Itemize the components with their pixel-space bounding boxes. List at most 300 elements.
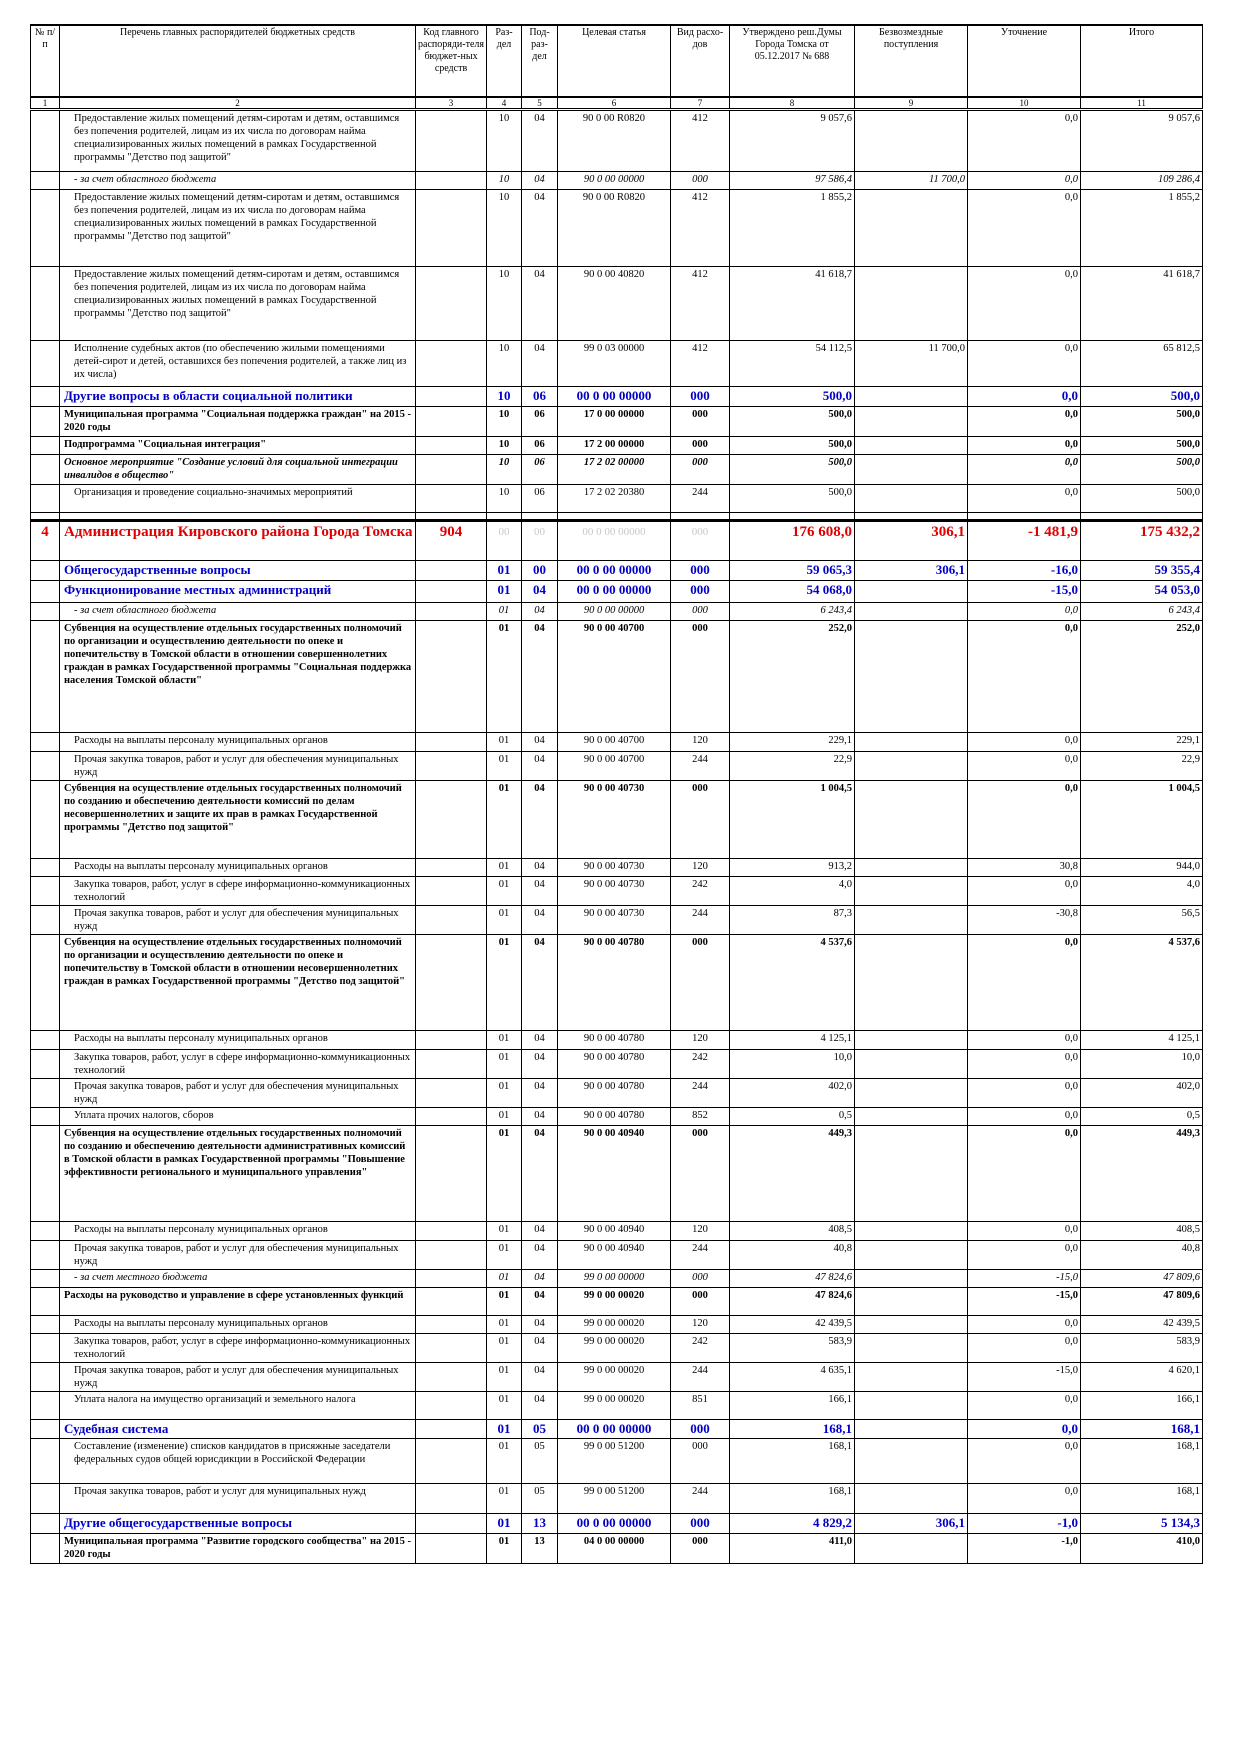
- row-subsection: 04: [522, 1222, 558, 1241]
- row-expense-type: 120: [671, 1222, 730, 1241]
- row-expense-type: 000: [671, 455, 730, 485]
- row-number: [31, 1439, 60, 1484]
- row-free-receipts: 306,1: [855, 1514, 968, 1534]
- row-free-receipts: 306,1: [855, 521, 968, 561]
- row-subsection: 00: [522, 561, 558, 581]
- row-manager-code: [416, 1484, 487, 1514]
- row-approved-amount: 166,1: [730, 1392, 855, 1420]
- row-number: [31, 1126, 60, 1222]
- row-total: 4 537,6: [1081, 935, 1203, 1031]
- row-expense-type: 000: [671, 781, 730, 859]
- row-section: 01: [487, 752, 522, 781]
- row-target-item: 90 0 00 40700: [558, 621, 671, 733]
- row-manager-code: [416, 561, 487, 581]
- row-clarification: 0,0: [968, 190, 1081, 267]
- row-subsection: 04: [522, 935, 558, 1031]
- row-subsection: 05: [522, 1484, 558, 1514]
- row-expense-type: 000: [671, 621, 730, 733]
- row-total: 229,1: [1081, 733, 1203, 752]
- row-approved-amount: 0,5: [730, 1108, 855, 1126]
- header-expense-type: Вид расхо-дов: [671, 25, 730, 97]
- row-name: Прочая закупка товаров, работ и услуг для обеспечения муниципальных нужд: [60, 906, 416, 935]
- row-subsection: 04: [522, 752, 558, 781]
- row-manager-code: [416, 485, 487, 513]
- table-row: [31, 877, 1203, 906]
- row-manager-code: [416, 267, 487, 341]
- row-target-item: 99 0 00 00020: [558, 1316, 671, 1334]
- row-number: [31, 935, 60, 1031]
- row-number: [31, 859, 60, 877]
- row-manager-code: [416, 455, 487, 485]
- row-name: Муниципальная программа "Развитие городского сообщества" на 2015 - 2020 годы: [60, 1534, 416, 1564]
- row-number: [31, 733, 60, 752]
- row-number: [31, 1316, 60, 1334]
- row-approved-amount: 1 855,2: [730, 190, 855, 267]
- row-free-receipts: [855, 1108, 968, 1126]
- row-free-receipts: [855, 1439, 968, 1484]
- row-target-item: 90 0 00 40780: [558, 1108, 671, 1126]
- row-clarification: 0,0: [968, 752, 1081, 781]
- row-total: 5 134,3: [1081, 1514, 1203, 1534]
- row-manager-code: [416, 190, 487, 267]
- row-free-receipts: [855, 1270, 968, 1288]
- section-spacer: [31, 513, 1203, 521]
- row-manager-code: [416, 781, 487, 859]
- column-number: 2: [60, 97, 416, 110]
- row-name: Исполнение судебных актов (по обеспечению жилыми помещениями детей-сирот и детей, оставшихся без попечения родителей, а также лиц из их числа): [60, 341, 416, 387]
- row-expense-type: 000: [671, 1534, 730, 1564]
- row-section: 01: [487, 1392, 522, 1420]
- row-target-item: 90 0 00 00000: [558, 603, 671, 621]
- header-number: № п/п: [31, 25, 60, 97]
- row-approved-amount: 10,0: [730, 1050, 855, 1079]
- table-row: [31, 752, 1203, 781]
- row-approved-amount: 42 439,5: [730, 1316, 855, 1334]
- row-number: [31, 1392, 60, 1420]
- row-number: [31, 621, 60, 733]
- row-target-item: 99 0 03 00000: [558, 341, 671, 387]
- row-target-item: 90 0 00 40940: [558, 1222, 671, 1241]
- spacer-cell: [671, 513, 730, 521]
- row-free-receipts: [855, 1392, 968, 1420]
- row-expense-type: 244: [671, 752, 730, 781]
- row-free-receipts: [855, 935, 968, 1031]
- row-manager-code: [416, 1126, 487, 1222]
- row-expense-type: 000: [671, 603, 730, 621]
- row-section: 01: [487, 561, 522, 581]
- row-section: 01: [487, 1288, 522, 1316]
- row-subsection: 04: [522, 1126, 558, 1222]
- row-name: Прочая закупка товаров, работ и услуг для обеспечения муниципальных нужд: [60, 752, 416, 781]
- table-row: [31, 1241, 1203, 1270]
- row-number: [31, 455, 60, 485]
- row-target-item: 17 0 00 00000: [558, 407, 671, 437]
- row-target-item: 90 0 00 40780: [558, 1079, 671, 1108]
- row-target-item: 00 0 00 00000: [558, 387, 671, 407]
- row-clarification: 0,0: [968, 172, 1081, 190]
- row-expense-type: 000: [671, 1126, 730, 1222]
- row-expense-type: 000: [671, 521, 730, 561]
- row-free-receipts: [855, 1484, 968, 1514]
- row-total: 10,0: [1081, 1050, 1203, 1079]
- row-clarification: 0,0: [968, 1222, 1081, 1241]
- column-number: 11: [1081, 97, 1203, 110]
- row-subsection: 04: [522, 859, 558, 877]
- row-manager-code: [416, 1363, 487, 1392]
- row-name: Другие общегосударственные вопросы: [60, 1514, 416, 1534]
- row-target-item: 90 0 00 40700: [558, 733, 671, 752]
- row-approved-amount: 402,0: [730, 1079, 855, 1108]
- row-total: 175 432,2: [1081, 521, 1203, 561]
- row-manager-code: [416, 1031, 487, 1050]
- row-free-receipts: [855, 603, 968, 621]
- row-target-item: 90 0 00 40940: [558, 1126, 671, 1222]
- row-subsection: 04: [522, 733, 558, 752]
- row-target-item: 90 0 00 40730: [558, 781, 671, 859]
- row-section: 10: [487, 455, 522, 485]
- row-name: Муниципальная программа "Социальная поддержка граждан" на 2015 - 2020 годы: [60, 407, 416, 437]
- budget-table: [30, 24, 1203, 1564]
- row-subsection: 04: [522, 1316, 558, 1334]
- row-name: Предоставление жилых помещений детям-сиротам и детям, оставшимся без попечения родителей, лицам из их числа по договорам найма специализированных жилых помещений в рамках Государственной программы "Детство под защитой": [60, 267, 416, 341]
- row-free-receipts: [855, 733, 968, 752]
- row-free-receipts: [855, 387, 968, 407]
- row-approved-amount: 1 004,5: [730, 781, 855, 859]
- table-row: [31, 859, 1203, 877]
- row-section: 01: [487, 781, 522, 859]
- row-manager-code: [416, 906, 487, 935]
- row-target-item: 90 0 00 40730: [558, 877, 671, 906]
- row-name: Функционирование местных администраций: [60, 581, 416, 603]
- row-free-receipts: 11 700,0: [855, 172, 968, 190]
- row-approved-amount: 500,0: [730, 455, 855, 485]
- row-expense-type: 000: [671, 561, 730, 581]
- table-row: [31, 267, 1203, 341]
- row-clarification: 0,0: [968, 1126, 1081, 1222]
- row-section: 01: [487, 1270, 522, 1288]
- row-approved-amount: 176 608,0: [730, 521, 855, 561]
- row-manager-code: [416, 1392, 487, 1420]
- column-number: 10: [968, 97, 1081, 110]
- row-subsection: 04: [522, 341, 558, 387]
- row-subsection: 04: [522, 581, 558, 603]
- row-approved-amount: 449,3: [730, 1126, 855, 1222]
- row-total: 56,5: [1081, 906, 1203, 935]
- row-approved-amount: 500,0: [730, 407, 855, 437]
- row-expense-type: 000: [671, 1288, 730, 1316]
- row-target-item: 90 0 00 40940: [558, 1241, 671, 1270]
- row-name: Закупка товаров, работ, услуг в сфере информационно-коммуникационных технологий: [60, 1334, 416, 1363]
- row-total: 408,5: [1081, 1222, 1203, 1241]
- row-clarification: 0,0: [968, 341, 1081, 387]
- row-target-item: 99 0 00 00020: [558, 1363, 671, 1392]
- row-clarification: 0,0: [968, 1079, 1081, 1108]
- row-expense-type: 120: [671, 1316, 730, 1334]
- row-subsection: 04: [522, 1079, 558, 1108]
- row-target-item: 90 0 00 40780: [558, 1050, 671, 1079]
- row-section: 10: [487, 407, 522, 437]
- budget-table-sheet: [30, 24, 1202, 1564]
- row-name: Прочая закупка товаров, работ и услуг для обеспечения муниципальных нужд: [60, 1241, 416, 1270]
- row-clarification: 0,0: [968, 1439, 1081, 1484]
- row-section: 10: [487, 387, 522, 407]
- row-clarification: 0,0: [968, 387, 1081, 407]
- row-manager-code: [416, 1270, 487, 1288]
- row-subsection: 04: [522, 110, 558, 172]
- row-target-item: 90 0 00 40730: [558, 859, 671, 877]
- row-clarification: 0,0: [968, 1392, 1081, 1420]
- row-free-receipts: [855, 1363, 968, 1392]
- row-expense-type: 000: [671, 1514, 730, 1534]
- row-name: Субвенция на осуществление отдельных государственных полномочий по созданию и обеспечению деятельности административных комиссий в Томской области в рамках Государственной программы "Повышение эффективности регионального и муниципального управления": [60, 1126, 416, 1222]
- header-subsection: Под-раз-дел: [522, 25, 558, 97]
- row-total: 410,0: [1081, 1534, 1203, 1564]
- row-section: 10: [487, 110, 522, 172]
- row-clarification: 30,8: [968, 859, 1081, 877]
- row-section: 01: [487, 1108, 522, 1126]
- row-number: [31, 172, 60, 190]
- row-approved-amount: 229,1: [730, 733, 855, 752]
- row-expense-type: 412: [671, 190, 730, 267]
- row-name: Расходы на выплаты персоналу муниципальных органов: [60, 859, 416, 877]
- table-row: [31, 190, 1203, 267]
- row-name: Предоставление жилых помещений детям-сиротам и детям, оставшимся без попечения родителей, лицам из их числа по договорам найма специализированных жилых помещений в рамках Государственной программы "Детство под защитой": [60, 190, 416, 267]
- spacer-cell: [31, 513, 60, 521]
- row-target-item: 90 0 00 40780: [558, 935, 671, 1031]
- row-subsection: 13: [522, 1514, 558, 1534]
- row-free-receipts: [855, 1126, 968, 1222]
- row-subsection: 06: [522, 437, 558, 455]
- row-free-receipts: 11 700,0: [855, 341, 968, 387]
- row-approved-amount: 4 829,2: [730, 1514, 855, 1534]
- row-expense-type: 851: [671, 1392, 730, 1420]
- row-subsection: 04: [522, 1288, 558, 1316]
- row-manager-code: [416, 1222, 487, 1241]
- row-clarification: 0,0: [968, 1316, 1081, 1334]
- row-approved-amount: 54 112,5: [730, 341, 855, 387]
- row-free-receipts: [855, 1334, 968, 1363]
- row-total: 0,5: [1081, 1108, 1203, 1126]
- row-total: 449,3: [1081, 1126, 1203, 1222]
- column-number: 1: [31, 97, 60, 110]
- row-section: 01: [487, 1514, 522, 1534]
- row-subsection: 05: [522, 1420, 558, 1439]
- row-approved-amount: 913,2: [730, 859, 855, 877]
- row-free-receipts: [855, 877, 968, 906]
- row-number: [31, 906, 60, 935]
- row-total: 583,9: [1081, 1334, 1203, 1363]
- table-row: [31, 387, 1203, 407]
- row-clarification: 0,0: [968, 110, 1081, 172]
- row-number: [31, 1079, 60, 1108]
- row-approved-amount: 583,9: [730, 1334, 855, 1363]
- row-name: Расходы на выплаты персоналу муниципальных органов: [60, 1031, 416, 1050]
- row-expense-type: 000: [671, 935, 730, 1031]
- row-target-item: 00 0 00 00000: [558, 561, 671, 581]
- row-manager-code: 904: [416, 521, 487, 561]
- row-clarification: 0,0: [968, 1050, 1081, 1079]
- table-row: [31, 1079, 1203, 1108]
- row-subsection: 04: [522, 1363, 558, 1392]
- row-approved-amount: 168,1: [730, 1420, 855, 1439]
- row-target-item: 90 0 00 00000: [558, 172, 671, 190]
- row-manager-code: [416, 877, 487, 906]
- row-name: Прочая закупка товаров, работ и услуг для обеспечения муниципальных нужд: [60, 1363, 416, 1392]
- row-expense-type: 412: [671, 341, 730, 387]
- row-clarification: -30,8: [968, 906, 1081, 935]
- row-manager-code: [416, 935, 487, 1031]
- row-manager-code: [416, 1334, 487, 1363]
- row-section: 01: [487, 1484, 522, 1514]
- row-clarification: -15,0: [968, 581, 1081, 603]
- row-name: Другие вопросы в области социальной политики: [60, 387, 416, 407]
- row-section: 10: [487, 437, 522, 455]
- row-expense-type: 244: [671, 485, 730, 513]
- row-expense-type: 120: [671, 733, 730, 752]
- row-clarification: -15,0: [968, 1363, 1081, 1392]
- row-approved-amount: 41 618,7: [730, 267, 855, 341]
- row-manager-code: [416, 1316, 487, 1334]
- row-section: 10: [487, 172, 522, 190]
- row-target-item: 90 0 00 40700: [558, 752, 671, 781]
- row-manager-code: [416, 581, 487, 603]
- row-name: Общегосударственные вопросы: [60, 561, 416, 581]
- row-target-item: 90 0 00 R0820: [558, 190, 671, 267]
- row-total: 42 439,5: [1081, 1316, 1203, 1334]
- table-row: [31, 1050, 1203, 1079]
- row-section: 01: [487, 859, 522, 877]
- row-expense-type: 412: [671, 267, 730, 341]
- row-free-receipts: [855, 581, 968, 603]
- row-name: Уплата прочих налогов, сборов: [60, 1108, 416, 1126]
- table-row: [31, 521, 1203, 561]
- row-clarification: 0,0: [968, 1334, 1081, 1363]
- table-row: [31, 1031, 1203, 1050]
- spacer-cell: [855, 513, 968, 521]
- row-approved-amount: 4 537,6: [730, 935, 855, 1031]
- row-clarification: -15,0: [968, 1288, 1081, 1316]
- row-number: [31, 877, 60, 906]
- row-manager-code: [416, 1514, 487, 1534]
- row-approved-amount: 411,0: [730, 1534, 855, 1564]
- row-section: 01: [487, 935, 522, 1031]
- row-subsection: 13: [522, 1534, 558, 1564]
- table-row: [31, 1316, 1203, 1334]
- table-row: [31, 781, 1203, 859]
- row-section: 01: [487, 1222, 522, 1241]
- row-approved-amount: 6 243,4: [730, 603, 855, 621]
- row-manager-code: [416, 1420, 487, 1439]
- row-total: 6 243,4: [1081, 603, 1203, 621]
- row-approved-amount: 500,0: [730, 387, 855, 407]
- row-total: 109 286,4: [1081, 172, 1203, 190]
- table-row: [31, 581, 1203, 603]
- row-expense-type: 242: [671, 1050, 730, 1079]
- row-clarification: -1,0: [968, 1514, 1081, 1534]
- row-number: [31, 781, 60, 859]
- row-target-item: 90 0 00 40820: [558, 267, 671, 341]
- row-expense-type: 242: [671, 1334, 730, 1363]
- row-clarification: 0,0: [968, 935, 1081, 1031]
- row-number: 4: [31, 521, 60, 561]
- row-free-receipts: [855, 1031, 968, 1050]
- row-section: 01: [487, 733, 522, 752]
- table-row: [31, 1126, 1203, 1222]
- row-number: [31, 485, 60, 513]
- row-approved-amount: 168,1: [730, 1439, 855, 1484]
- row-name: Уплата налога на имущество организаций и земельного налога: [60, 1392, 416, 1420]
- row-target-item: 99 0 00 00000: [558, 1270, 671, 1288]
- row-section: 10: [487, 190, 522, 267]
- row-expense-type: 000: [671, 387, 730, 407]
- row-clarification: -1 481,9: [968, 521, 1081, 561]
- row-total: 4 125,1: [1081, 1031, 1203, 1050]
- row-subsection: 04: [522, 267, 558, 341]
- row-total: 40,8: [1081, 1241, 1203, 1270]
- row-number: [31, 387, 60, 407]
- row-clarification: 0,0: [968, 1241, 1081, 1270]
- row-manager-code: [416, 1079, 487, 1108]
- row-number: [31, 1241, 60, 1270]
- row-approved-amount: 500,0: [730, 437, 855, 455]
- row-name: Предоставление жилых помещений детям-сиротам и детям, оставшимся без попечения родителей, лицам из их числа по договорам найма специализированных жилых помещений в рамках Государственной программы "Детство под защитой": [60, 110, 416, 172]
- row-subsection: 04: [522, 781, 558, 859]
- table-row: [31, 603, 1203, 621]
- row-name: Закупка товаров, работ, услуг в сфере информационно-коммуникационных технологий: [60, 1050, 416, 1079]
- header-section: Раз-дел: [487, 25, 522, 97]
- row-section: 01: [487, 1420, 522, 1439]
- row-number: [31, 1514, 60, 1534]
- row-free-receipts: [855, 1534, 968, 1564]
- header-manager-list: Перечень главных распорядителей бюджетных средств: [60, 25, 416, 97]
- row-section: 01: [487, 906, 522, 935]
- row-number: [31, 407, 60, 437]
- row-free-receipts: [855, 190, 968, 267]
- row-clarification: 0,0: [968, 877, 1081, 906]
- table-row: [31, 1108, 1203, 1126]
- row-subsection: 05: [522, 1439, 558, 1484]
- row-total: 500,0: [1081, 407, 1203, 437]
- row-target-item: 99 0 00 51200: [558, 1484, 671, 1514]
- row-number: [31, 267, 60, 341]
- row-expense-type: 000: [671, 437, 730, 455]
- table-body: [31, 110, 1203, 1564]
- row-section: 10: [487, 341, 522, 387]
- row-name: - за счет областного бюджета: [60, 172, 416, 190]
- row-expense-type: 242: [671, 877, 730, 906]
- row-expense-type: 120: [671, 1031, 730, 1050]
- row-manager-code: [416, 1288, 487, 1316]
- row-expense-type: 244: [671, 906, 730, 935]
- row-total: 168,1: [1081, 1420, 1203, 1439]
- row-subsection: 04: [522, 906, 558, 935]
- row-name: Составление (изменение) списков кандидатов в присяжные заседатели федеральных судов общей юрисдикции в Российской Федерации: [60, 1439, 416, 1484]
- row-number: [31, 1334, 60, 1363]
- row-target-item: 90 0 00 40780: [558, 1031, 671, 1050]
- spacer-cell: [522, 513, 558, 521]
- row-subsection: 04: [522, 1031, 558, 1050]
- table-row: [31, 1534, 1203, 1564]
- row-manager-code: [416, 437, 487, 455]
- row-section: 01: [487, 1534, 522, 1564]
- row-total: 59 355,4: [1081, 561, 1203, 581]
- row-section: 10: [487, 267, 522, 341]
- row-subsection: 04: [522, 877, 558, 906]
- row-clarification: 0,0: [968, 1031, 1081, 1050]
- header-free-receipts: Безвозмездные поступления: [855, 25, 968, 97]
- row-section: 01: [487, 1241, 522, 1270]
- row-expense-type: 000: [671, 172, 730, 190]
